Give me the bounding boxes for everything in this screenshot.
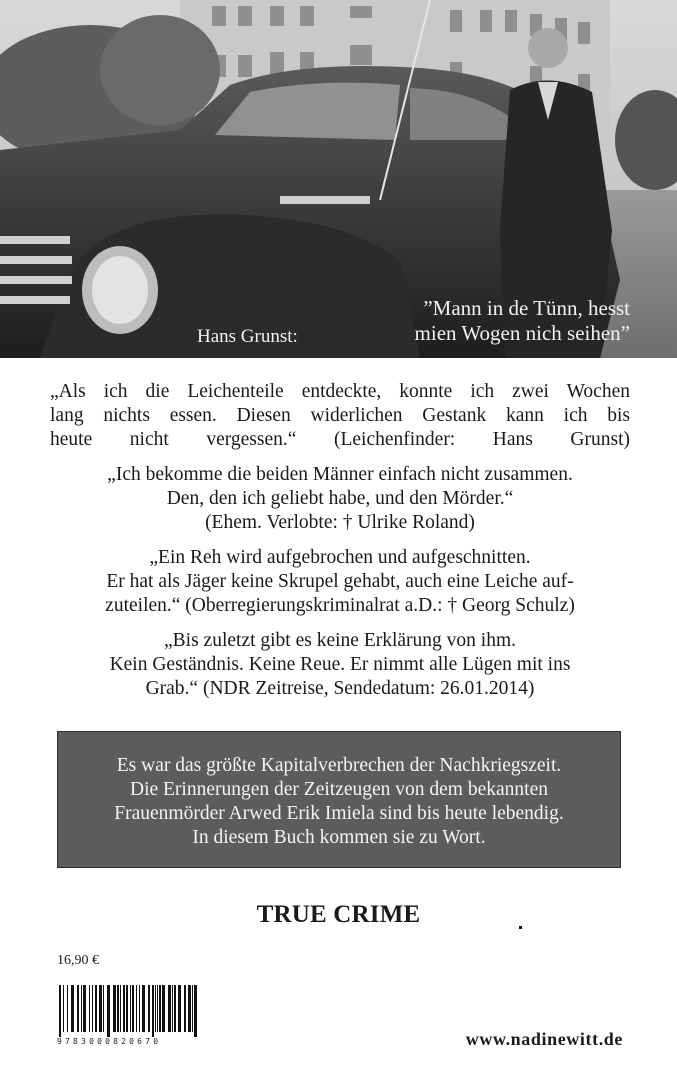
photo-quote [340, 296, 630, 346]
barcode-bar [157, 985, 158, 1032]
barcode-bar [89, 985, 90, 1032]
barcode-bar [194, 985, 197, 1037]
barcode-bar [192, 985, 193, 1032]
quote-ndr [50, 629, 630, 701]
barcode-bar [148, 985, 150, 1032]
barcode-bar [83, 985, 86, 1032]
barcode-bar [126, 985, 128, 1032]
barcode-bar [152, 985, 154, 1037]
barcode-bar [77, 985, 79, 1032]
barcode-bar [139, 985, 140, 1032]
quote-line: (Ehem. Verlobte: † Ulrike Roland) [205, 512, 475, 533]
quote-line: lang nichts essen. Diesen widerlichen Gestank kann ich bis [50, 405, 630, 426]
quote-line: Er hat als Jäger keine Skrupel gehabt, auch eine Leiche auf- [106, 571, 574, 592]
isbn-digits: 9783000820670 [57, 1037, 162, 1046]
barcode-bar [99, 985, 102, 1032]
photo-caption-name: Hans Grunst: [197, 326, 298, 347]
barcode-bar [159, 985, 161, 1032]
barcode-bar [71, 985, 74, 1032]
quote-line: Den, den ich geliebt habe, und den Mörder.“ [166, 488, 514, 509]
barcode-bar [155, 985, 156, 1032]
barcode-bar [67, 985, 68, 1032]
barcode-bar [63, 985, 64, 1032]
price-label: 16,90 € [57, 953, 99, 968]
quote-line: Grab.“ (NDR Zeitreise, Sendedatum: 26.01.2014) [145, 678, 535, 699]
barcode-bar [123, 985, 125, 1032]
quote-line: „Bis zuletzt gibt es keine Erklärung von ihm. [164, 630, 516, 651]
blurb-line: Es war das größte Kapitalverbrechen der Nachkriegszeit. [116, 755, 562, 776]
blurb-box [57, 731, 621, 868]
barcode-bar [92, 985, 93, 1032]
quote-verlobte [50, 463, 630, 535]
barcode-bar [107, 985, 110, 1037]
genre-label: TRUE CRIME [256, 901, 421, 928]
cover-photo [0, 0, 677, 358]
barcode-bar [95, 985, 97, 1032]
barcode-bar [132, 985, 134, 1032]
barcode-bar [117, 985, 119, 1032]
blurb-line: In diesem Buch kommen sie zu Wort. [192, 827, 486, 848]
isbn-barcode [57, 985, 199, 1040]
quote-line: „Ein Reh wird aufgebrochen und aufgeschnitten. [149, 547, 531, 568]
photo-quote-line: mien Wogen nich seihen” [414, 321, 630, 345]
barcode-bar [103, 985, 104, 1032]
barcode-bar [142, 985, 145, 1032]
barcode-bar [162, 985, 165, 1032]
barcode-bar [130, 985, 131, 1032]
quote-line: Kein Geständnis. Keine Reue. Er nimmt alle Lügen mit ins [109, 654, 571, 675]
quote-line: heute nicht vergessen.“ (Leichenfinder: Hans Grunst) [50, 429, 630, 450]
witness-quotes [50, 380, 630, 712]
barcode-bar [168, 985, 171, 1032]
barcode-bar [178, 985, 181, 1032]
barcode-bar [59, 985, 61, 1037]
decorative-dot [519, 926, 522, 929]
website-link[interactable]: www.nadinewitt.de [465, 1029, 623, 1049]
barcode-bar [184, 985, 186, 1032]
quote-leichenfinder [50, 380, 630, 452]
barcode-bar [81, 985, 82, 1032]
blurb-line: Die Erinnerungen der Zeitzeugen von dem bekannten [129, 779, 548, 800]
barcode-bar [172, 985, 173, 1032]
barcode-bar [136, 985, 137, 1032]
barcode-bar [188, 985, 191, 1032]
quote-kriminalrat [50, 546, 630, 618]
quote-line: „Ich bekomme die beiden Männer einfach nicht zusammen. [107, 464, 573, 485]
quote-line: zuteilen.“ (Oberregierungskriminalrat a.D.: † Georg Schulz) [105, 595, 575, 616]
quote-line: „Als ich die Leichenteile entdeckte, konnte ich zwei Wochen [50, 381, 630, 402]
photo-quote-line: ”Mann in de Tünn, hesst [423, 296, 630, 320]
barcode-bar [120, 985, 121, 1032]
barcode-bar [174, 985, 176, 1032]
blurb-line: Frauenmörder Arwed Erik Imiela sind bis heute lebendig. [114, 803, 564, 824]
barcode-bar [113, 985, 116, 1032]
